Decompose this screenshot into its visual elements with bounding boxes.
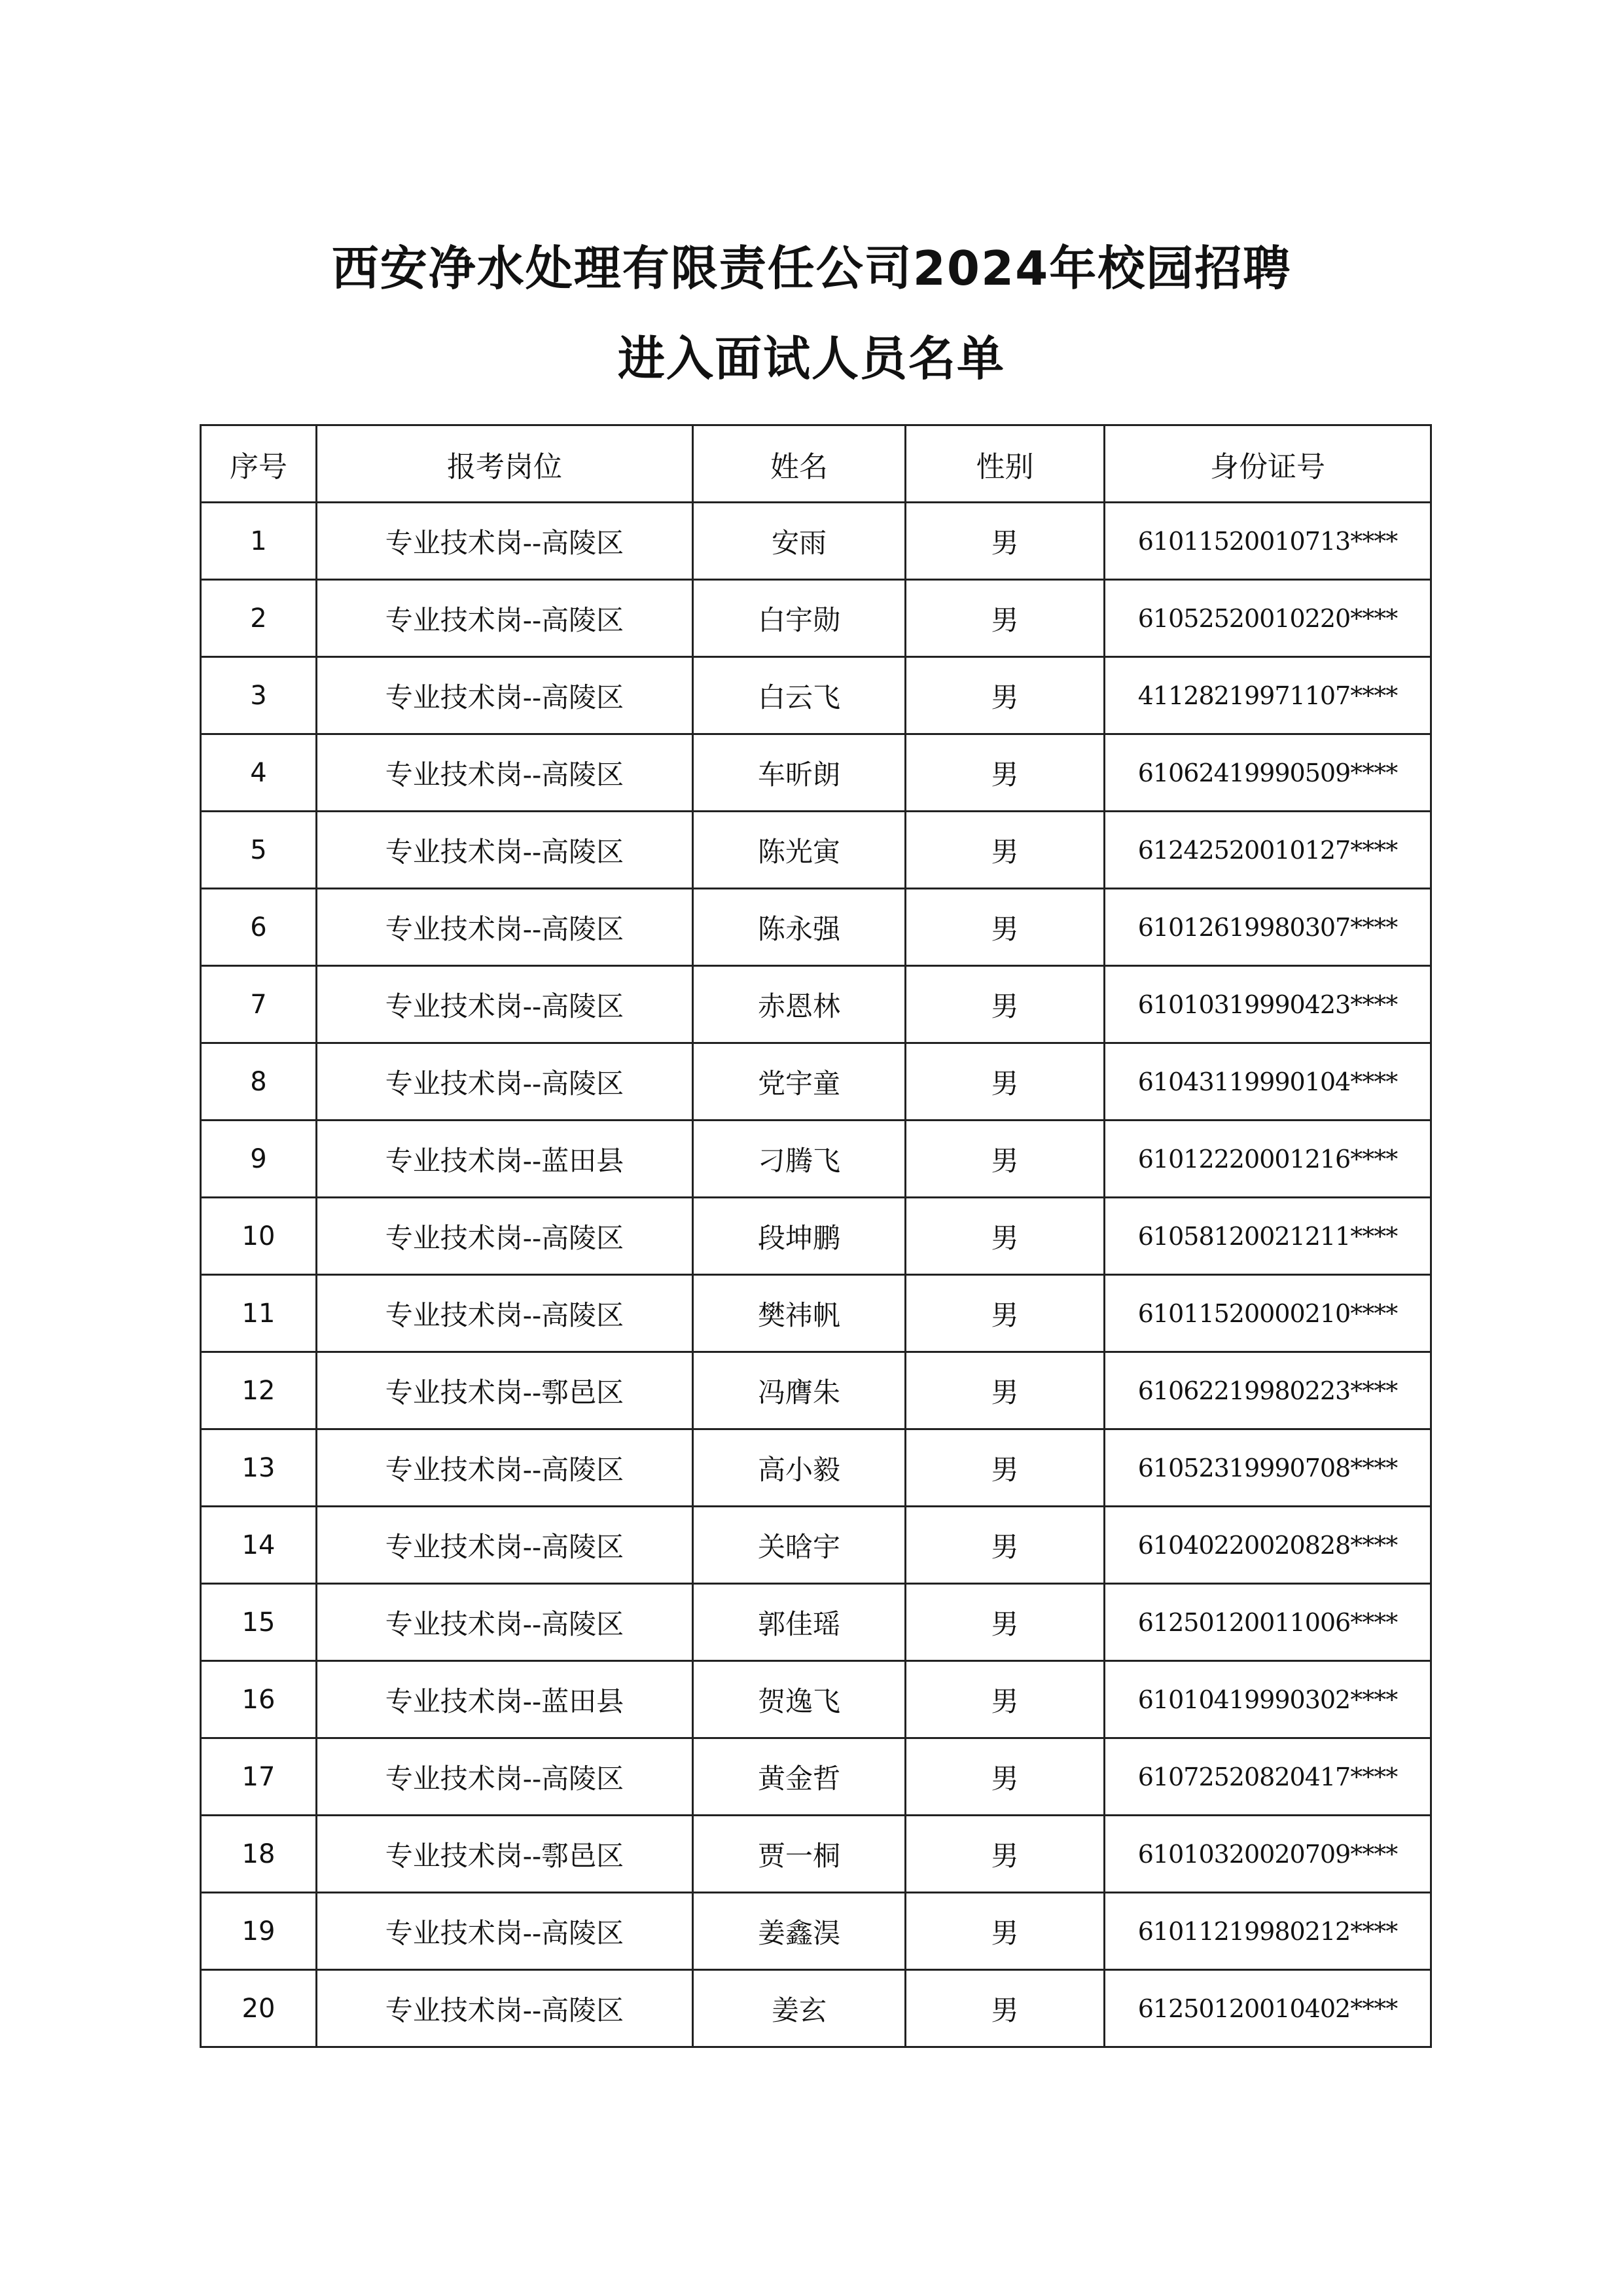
cell-no: 16 [201,1661,317,1738]
document-subtitle: 进入面试人员名单 [617,331,1005,386]
cell-name: 车昕朗 [693,734,906,812]
cell-gender: 男 [906,1043,1105,1121]
cell-name: 刁腾飞 [693,1121,906,1198]
cell-no: 17 [201,1738,317,1816]
cell-name: 姜鑫淏 [693,1893,906,1970]
cell-gender: 男 [906,1507,1105,1584]
cell-name: 白宇勋 [693,580,906,657]
table-header-row [201,425,1431,503]
cell-no: 5 [201,812,317,889]
cell-id-number: 61011520000210**** [1105,1275,1431,1352]
cell-post: 专业技术岗--高陵区 [317,1738,693,1816]
cell-no: 18 [201,1816,317,1893]
cell-name: 陈光寅 [693,812,906,889]
cell-no: 2 [201,580,317,657]
table-row [201,657,1431,734]
cell-no: 1 [201,503,317,580]
cell-gender: 男 [906,580,1105,657]
cell-gender: 男 [906,1816,1105,1893]
table-row [201,1352,1431,1429]
cell-no: 10 [201,1198,317,1275]
cell-post: 专业技术岗--高陵区 [317,1275,693,1352]
cell-no: 6 [201,889,317,966]
cell-gender: 男 [906,734,1105,812]
cell-post: 专业技术岗--高陵区 [317,1198,693,1275]
cell-name: 党宇童 [693,1043,906,1121]
table-body [201,503,1431,2047]
header-name: 姓名 [693,425,906,503]
cell-id-number: 61250120011006**** [1105,1584,1431,1661]
table-row [201,734,1431,812]
table-row [201,1043,1431,1121]
cell-post: 专业技术岗--高陵区 [317,1043,693,1121]
cell-id-number: 61010320020709**** [1105,1816,1431,1893]
cell-id-number: 61062419990509**** [1105,734,1431,812]
cell-post: 专业技术岗--蓝田县 [317,1661,693,1738]
table-row [201,889,1431,966]
cell-id-number: 61072520820417**** [1105,1738,1431,1816]
cell-id-number: 61010319990423**** [1105,966,1431,1043]
table-row [201,1816,1431,1893]
cell-id-number: 61040220020828**** [1105,1507,1431,1584]
cell-gender: 男 [906,1275,1105,1352]
cell-no: 19 [201,1893,317,1970]
cell-post: 专业技术岗--高陵区 [317,734,693,812]
cell-name: 安雨 [693,503,906,580]
cell-no: 20 [201,1970,317,2047]
cell-name: 陈永强 [693,889,906,966]
cell-post: 专业技术岗--高陵区 [317,889,693,966]
cell-post: 专业技术岗--高陵区 [317,657,693,734]
cell-id-number: 61012220001216**** [1105,1121,1431,1198]
cell-post: 专业技术岗--高陵区 [317,1507,693,1584]
cell-gender: 男 [906,889,1105,966]
cell-no: 11 [201,1275,317,1352]
cell-name: 白云飞 [693,657,906,734]
table-row [201,1198,1431,1275]
table-row [201,580,1431,657]
cell-no: 12 [201,1352,317,1429]
cell-post: 专业技术岗--鄠邑区 [317,1352,693,1429]
cell-name: 黄金哲 [693,1738,906,1816]
cell-name: 赤恩林 [693,966,906,1043]
cell-gender: 男 [906,657,1105,734]
cell-gender: 男 [906,503,1105,580]
table-row [201,1893,1431,1970]
cell-id-number: 61058120021211**** [1105,1198,1431,1275]
cell-post: 专业技术岗--高陵区 [317,812,693,889]
cell-id-number: 41128219971107**** [1105,657,1431,734]
cell-no: 4 [201,734,317,812]
header-gender: 性别 [906,425,1105,503]
cell-gender: 男 [906,1429,1105,1507]
cell-no: 14 [201,1507,317,1584]
header-id: 身份证号 [1105,425,1431,503]
cell-no: 15 [201,1584,317,1661]
table-row [201,1661,1431,1738]
cell-id-number: 61242520010127**** [1105,812,1431,889]
cell-gender: 男 [906,1738,1105,1816]
cell-id-number: 61052520010220**** [1105,580,1431,657]
cell-post: 专业技术岗--鄠邑区 [317,1816,693,1893]
cell-post: 专业技术岗--高陵区 [317,580,693,657]
cell-name: 贺逸飞 [693,1661,906,1738]
cell-id-number: 61250120010402**** [1105,1970,1431,2047]
cell-gender: 男 [906,966,1105,1043]
cell-name: 姜玄 [693,1970,906,2047]
cell-id-number: 61043119990104**** [1105,1043,1431,1121]
table-row [201,1970,1431,2047]
interview-roster-table [200,424,1432,2048]
cell-no: 8 [201,1043,317,1121]
cell-name: 高小毅 [693,1429,906,1507]
cell-id-number: 61062219980223**** [1105,1352,1431,1429]
cell-id-number: 61012619980307**** [1105,889,1431,966]
cell-gender: 男 [906,1352,1105,1429]
cell-gender: 男 [906,1970,1105,2047]
cell-name: 郭佳瑶 [693,1584,906,1661]
cell-gender: 男 [906,1584,1105,1661]
header-post: 报考岗位 [317,425,693,503]
cell-post: 专业技术岗--高陵区 [317,1893,693,1970]
table-row [201,812,1431,889]
cell-no: 13 [201,1429,317,1507]
cell-gender: 男 [906,812,1105,889]
cell-id-number: 61011219980212**** [1105,1893,1431,1970]
document-title: 西安净水处理有限责任公司2024年校园招聘 [331,241,1292,296]
cell-name: 贾一桐 [693,1816,906,1893]
cell-post: 专业技术岗--高陵区 [317,966,693,1043]
table-row [201,1121,1431,1198]
header-no: 序号 [201,425,317,503]
cell-gender: 男 [906,1893,1105,1970]
table-row [201,503,1431,580]
cell-no: 3 [201,657,317,734]
table-row [201,1507,1431,1584]
cell-post: 专业技术岗--蓝田县 [317,1121,693,1198]
cell-gender: 男 [906,1121,1105,1198]
table-row [201,1429,1431,1507]
cell-name: 段坤鹏 [693,1198,906,1275]
table-row [201,1738,1431,1816]
cell-post: 专业技术岗--高陵区 [317,503,693,580]
table-row [201,1275,1431,1352]
cell-id-number: 61011520010713**** [1105,503,1431,580]
cell-gender: 男 [906,1198,1105,1275]
cell-post: 专业技术岗--高陵区 [317,1584,693,1661]
cell-name: 樊祎帆 [693,1275,906,1352]
cell-id-number: 61010419990302**** [1105,1661,1431,1738]
cell-post: 专业技术岗--高陵区 [317,1429,693,1507]
table-row [201,1584,1431,1661]
cell-no: 7 [201,966,317,1043]
cell-gender: 男 [906,1661,1105,1738]
cell-name: 冯膺朱 [693,1352,906,1429]
cell-id-number: 61052319990708**** [1105,1429,1431,1507]
cell-no: 9 [201,1121,317,1198]
cell-name: 关晗宇 [693,1507,906,1584]
cell-post: 专业技术岗--高陵区 [317,1970,693,2047]
table-row [201,966,1431,1043]
